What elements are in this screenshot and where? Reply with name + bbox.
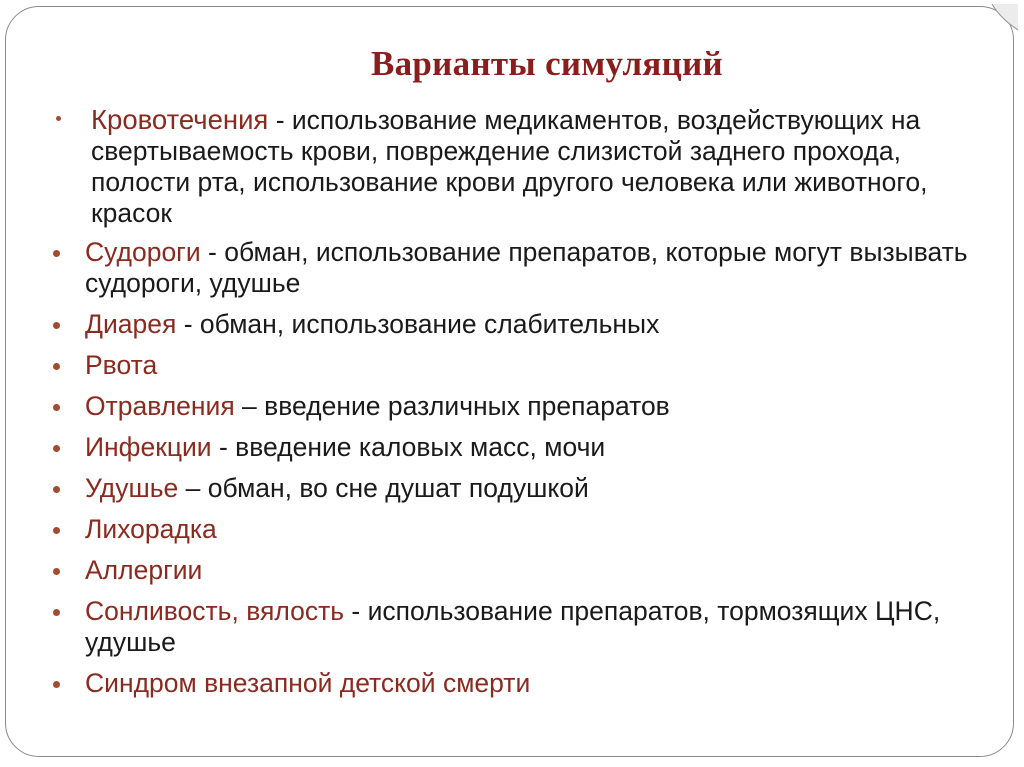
bullet-icon (53, 568, 60, 575)
item-term: Отравления (85, 391, 235, 421)
item-description: - обман, использование препаратов, которые могут вызывать судороги, удушье (85, 237, 968, 298)
list-item (53, 596, 993, 658)
list-item (53, 668, 993, 699)
list-item (53, 473, 993, 504)
list-item (53, 555, 993, 586)
bullet-icon (53, 445, 60, 452)
list-item (53, 309, 993, 340)
bullet-icon (53, 404, 60, 411)
item-term: Лихорадка (85, 514, 217, 544)
bullet-icon (53, 527, 60, 534)
item-term: Кровотечения (91, 104, 269, 135)
list-item (53, 104, 993, 229)
item-description: - использование медикаментов, воздействующих на свертываемость крови, повреждение слизистой заднего прохода, полости рта, использование крови другого человека или животного, красок (91, 105, 928, 228)
item-term: Рвота (85, 350, 158, 380)
item-description: – введение различных препаратов (234, 391, 670, 421)
item-term: Диарея (85, 309, 177, 339)
item-description: – обман, во сне душат подушкой (178, 473, 589, 503)
list-item (53, 237, 993, 299)
item-term: Судороги (85, 237, 201, 267)
item-term: Сонливость, вялость (85, 596, 345, 626)
bullet-icon (56, 116, 61, 121)
bullet-icon (53, 609, 60, 616)
bullet-icon (53, 681, 60, 688)
item-description: - введение каловых масс, мочи (211, 432, 606, 462)
item-term: Инфекции (85, 432, 212, 462)
list-item (53, 350, 993, 381)
item-term: Аллергии (85, 555, 203, 585)
item-description: - обман, использование слабительных (176, 309, 660, 339)
bullet-icon (53, 363, 60, 370)
list-item (53, 391, 993, 422)
bullet-icon (53, 322, 60, 329)
item-term: Удушье (85, 473, 179, 503)
bullet-icon (53, 250, 60, 257)
item-description: - использование препаратов, тормозящих ЦНС, удушье (85, 596, 941, 657)
list-item (53, 514, 993, 545)
list-item (53, 432, 993, 463)
bullet-icon (53, 486, 60, 493)
page-curl-icon (990, 2, 1020, 32)
simulation-list (53, 104, 993, 709)
item-term: Синдром внезапной детской смерти (85, 668, 531, 698)
slide-title: Варианты симуляций (370, 44, 724, 83)
